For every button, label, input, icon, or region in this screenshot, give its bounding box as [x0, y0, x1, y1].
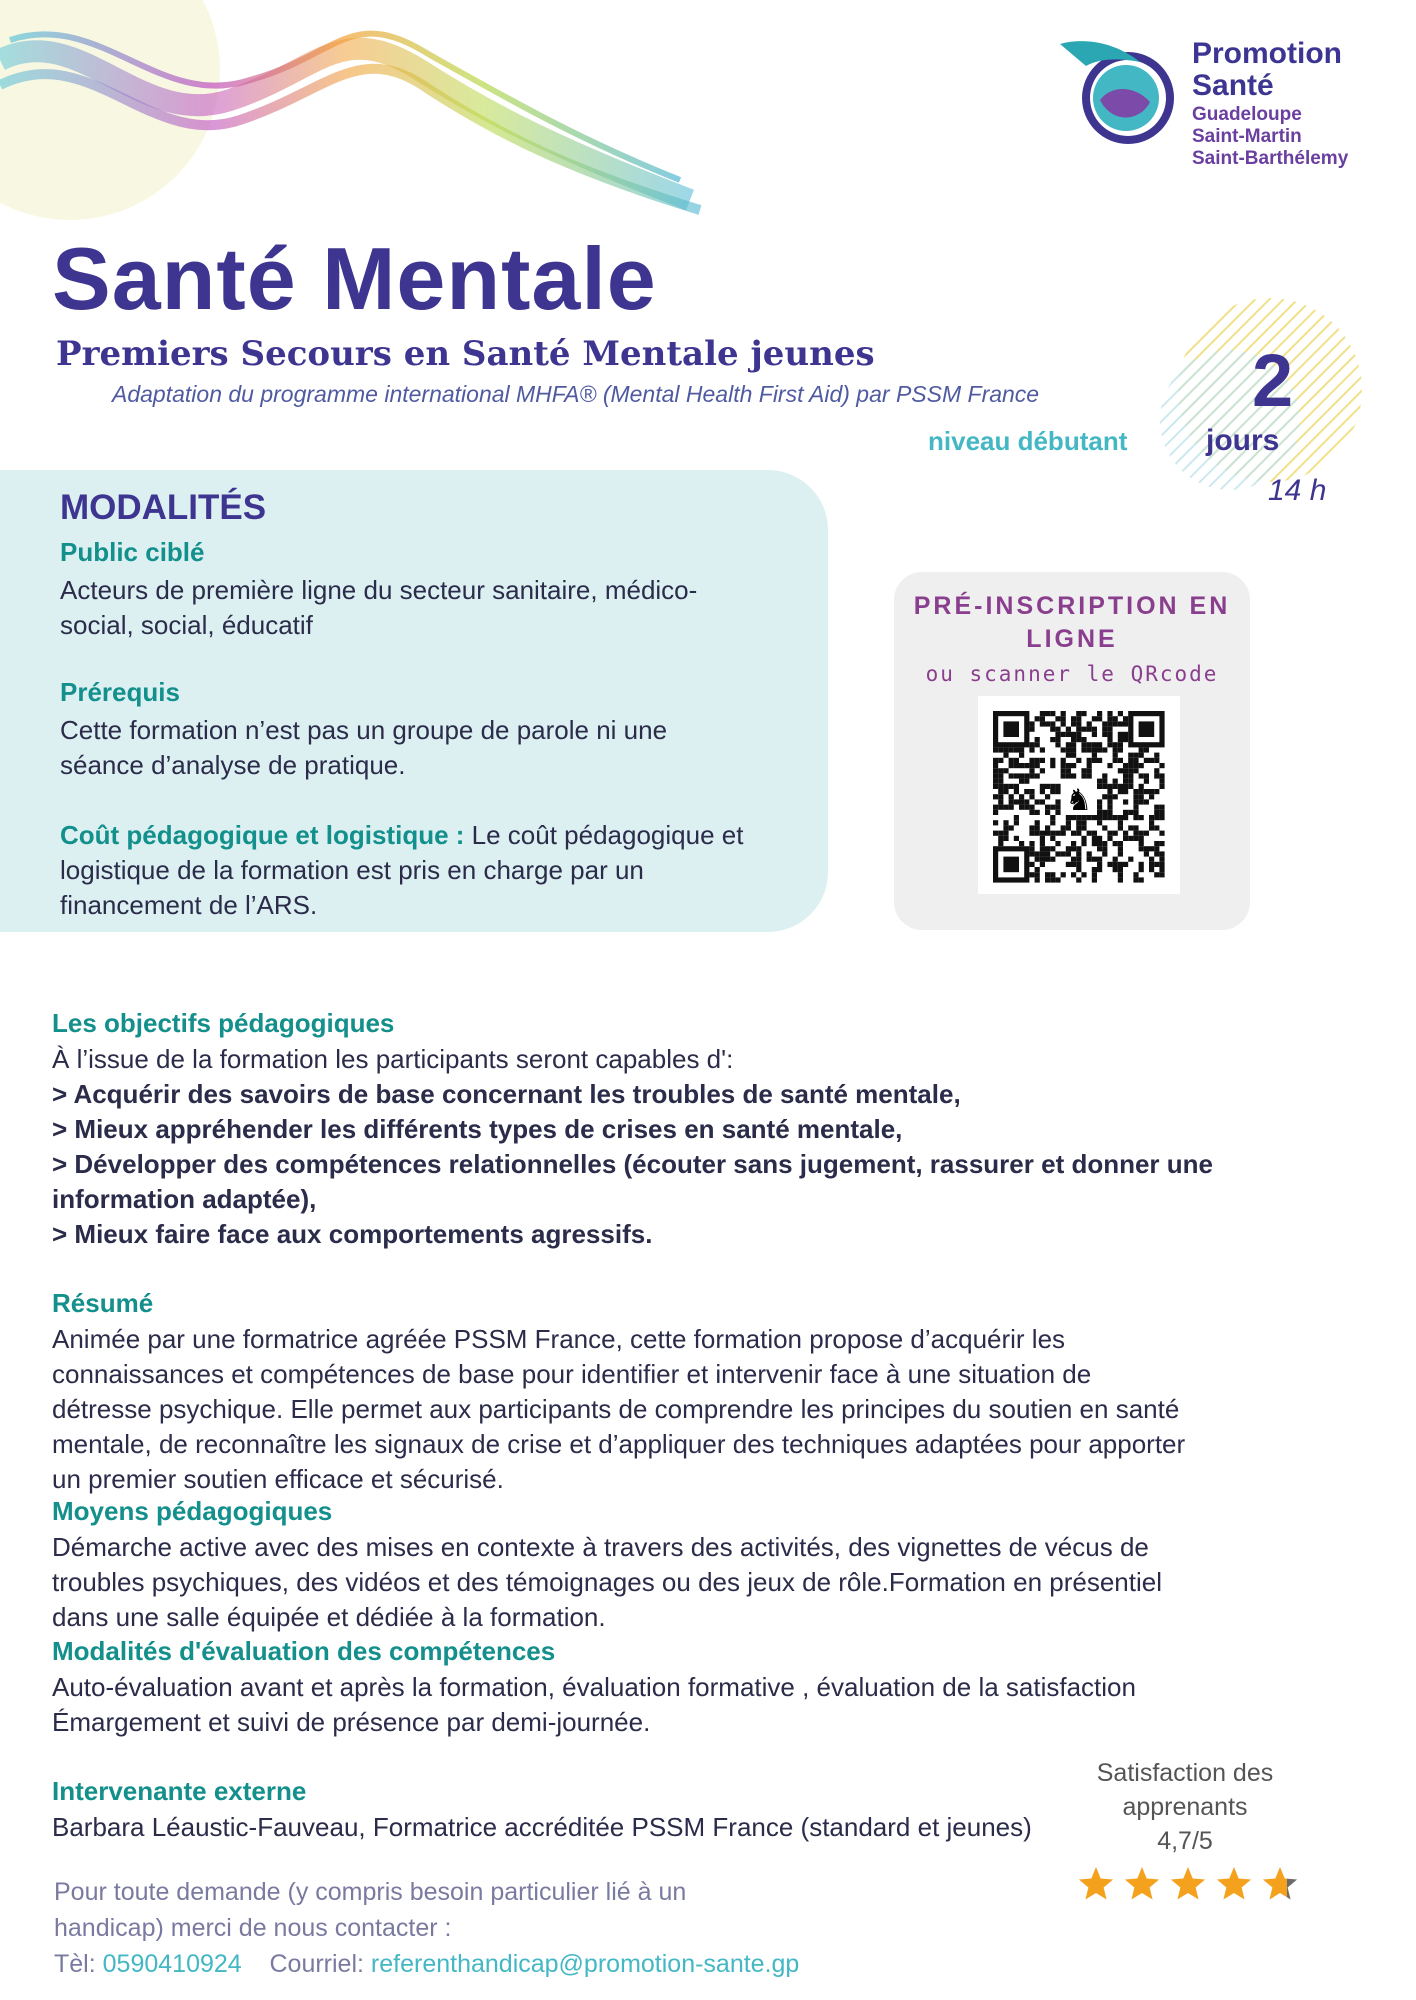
public-text-line: Acteurs de première ligne du secteur sanitaire, médico- [60, 575, 698, 605]
objectives-heading: Les objectifs pédagogiques [52, 1008, 395, 1038]
prereq-text [60, 713, 667, 783]
speaker-heading: Intervenante externe [52, 1776, 307, 1806]
objective-item: > Mieux faire face aux comportements agressifs. [52, 1219, 653, 1249]
logo-region-saint-barthelemy: Saint-Barthélemy [1192, 148, 1349, 169]
header-swirl-decoration [0, 0, 720, 230]
summary-line: connaissances et compétences de base pour identifier et intervenir face à une situation de [52, 1359, 1092, 1389]
star-icon [1263, 1867, 1297, 1900]
public-text-line: social, social, éducatif [60, 610, 313, 640]
star-icon [1125, 1867, 1159, 1900]
summary-line: un premier soutien efficace et sécurisé. [52, 1464, 504, 1494]
satisfaction-label [1060, 1756, 1310, 1858]
contact-line: handicap) merci de nous contacter : [54, 1914, 452, 1942]
duration-hours: 14 h [1268, 474, 1327, 507]
registration-subtext: ou scanner le QRcode [925, 662, 1219, 686]
qr-code[interactable] [978, 696, 1180, 894]
satisfaction-label-line: Satisfaction des [1096, 1759, 1274, 1787]
objective-item: > Acquérir des savoirs de base concernant les troubles de santé mentale, [52, 1079, 961, 1109]
objectives-intro: À l’issue de la formation les participants seront capables d': [52, 1044, 734, 1074]
promotion-sante-logo-icon [1060, 36, 1180, 146]
registration-heading [894, 590, 1250, 656]
qr-code-icon [978, 696, 1180, 894]
logo-regions [1192, 104, 1348, 170]
summary-line: mentale, de reconnaître les signaux de crise et d’appliquer des techniques adaptées pour apporter [52, 1429, 1186, 1459]
prereq-text-line: séance d’analyse de pratique. [60, 750, 406, 780]
public-text [60, 573, 697, 643]
star-icon [1079, 1867, 1113, 1900]
evaluation-line: Émargement et suivi de présence par demi-journée. [52, 1707, 651, 1737]
tel-label: Tèl: [54, 1950, 96, 1978]
means-line: dans une salle équipée et dédiée à la formation. [52, 1602, 606, 1632]
summary-text [52, 1322, 1185, 1497]
star-icon [1217, 1867, 1251, 1900]
means-text [52, 1530, 1162, 1635]
mail-link[interactable]: referenthandicap@promotion-sante.gp [370, 1950, 800, 1978]
public-heading: Public ciblé [60, 537, 205, 567]
contact-block [54, 1874, 799, 1982]
speaker-text: Barbara Léaustic-Fauveau, Formatrice accréditée PSSM France (standard et jeunes) [52, 1812, 1032, 1842]
summary-line: Animée par une formatrice agréée PSSM France, cette formation propose d’acquérir les [52, 1324, 1066, 1354]
satisfaction-stars [1074, 1864, 1310, 1904]
logo-title-line2: Santé [1192, 69, 1274, 102]
satisfaction-score: 4,7/5 [1157, 1827, 1213, 1855]
means-heading: Moyens pédagogiques [52, 1496, 333, 1526]
objectives-list [52, 1042, 1213, 1252]
evaluation-line: Auto-évaluation avant et après la formation, évaluation formative , évaluation de la satisfaction [52, 1672, 1136, 1702]
prereq-heading: Prérequis [60, 677, 180, 707]
modalites-title: MODALITÉS [60, 488, 267, 527]
tel-link[interactable]: 0590410924 [102, 1950, 242, 1978]
objective-item: > Développer des compétences relationnelles (écouter sans jugement, rassurer et donner une [52, 1149, 1213, 1179]
logo-title [1192, 38, 1342, 102]
duration-days-number: 2 [1252, 339, 1294, 422]
means-line: Démarche active avec des mises en contexte à travers des activités, des vignettes de vécus de [52, 1532, 1149, 1562]
registration-heading-line: PRÉ-INSCRIPTION EN [913, 592, 1231, 620]
svg-text:♞: ♞ [1065, 782, 1093, 818]
cost-text: Le coût pédagogique et [464, 820, 744, 850]
program-adaptation-note: Adaptation du programme international MHFA® (Mental Health First Aid) par PSSM France [112, 381, 1040, 407]
logo-region-saint-martin: Saint-Martin [1192, 126, 1302, 147]
summary-line: détresse psychique. Elle permet aux participants de comprendre les principes du soutien en santé [52, 1394, 1180, 1424]
mail-label: Courriel: [269, 1950, 364, 1978]
star-icon [1171, 1867, 1205, 1900]
duration-days-unit: jours [1206, 424, 1280, 457]
cost-text-line: financement de l’ARS. [60, 890, 318, 920]
logo-region-guadeloupe: Guadeloupe [1192, 104, 1302, 125]
means-line: troubles psychiques, des vidéos et des témoignages ou des jeux de rôle.Formation en présentiel [52, 1567, 1162, 1597]
cost-heading: Coût pédagogique et logistique : [60, 820, 465, 850]
page-subtitle: Premiers Secours en Santé Mentale jeunes [56, 334, 875, 374]
contact-line: Pour toute demande (y compris besoin particulier lié à un [54, 1878, 687, 1906]
objective-item: > Mieux appréhender les différents types de crises en santé mentale, [52, 1114, 903, 1144]
summary-heading: Résumé [52, 1288, 154, 1318]
registration-heading-line: LIGNE [1026, 625, 1118, 653]
prereq-text-line: Cette formation n’est pas un groupe de parole ni une [60, 715, 668, 745]
satisfaction-label-line: apprenants [1122, 1793, 1248, 1821]
cost-text-line: logistique de la formation est pris en charge par un [60, 855, 644, 885]
evaluation-heading: Modalités d'évaluation des compétences [52, 1636, 556, 1666]
objective-item-continued: information adaptée), [52, 1184, 317, 1214]
evaluation-text [52, 1670, 1136, 1740]
page-title: Santé Mentale [52, 229, 657, 328]
logo-title-line1: Promotion [1192, 37, 1342, 70]
cost-block [60, 818, 743, 923]
level-label: niveau débutant [928, 426, 1128, 456]
